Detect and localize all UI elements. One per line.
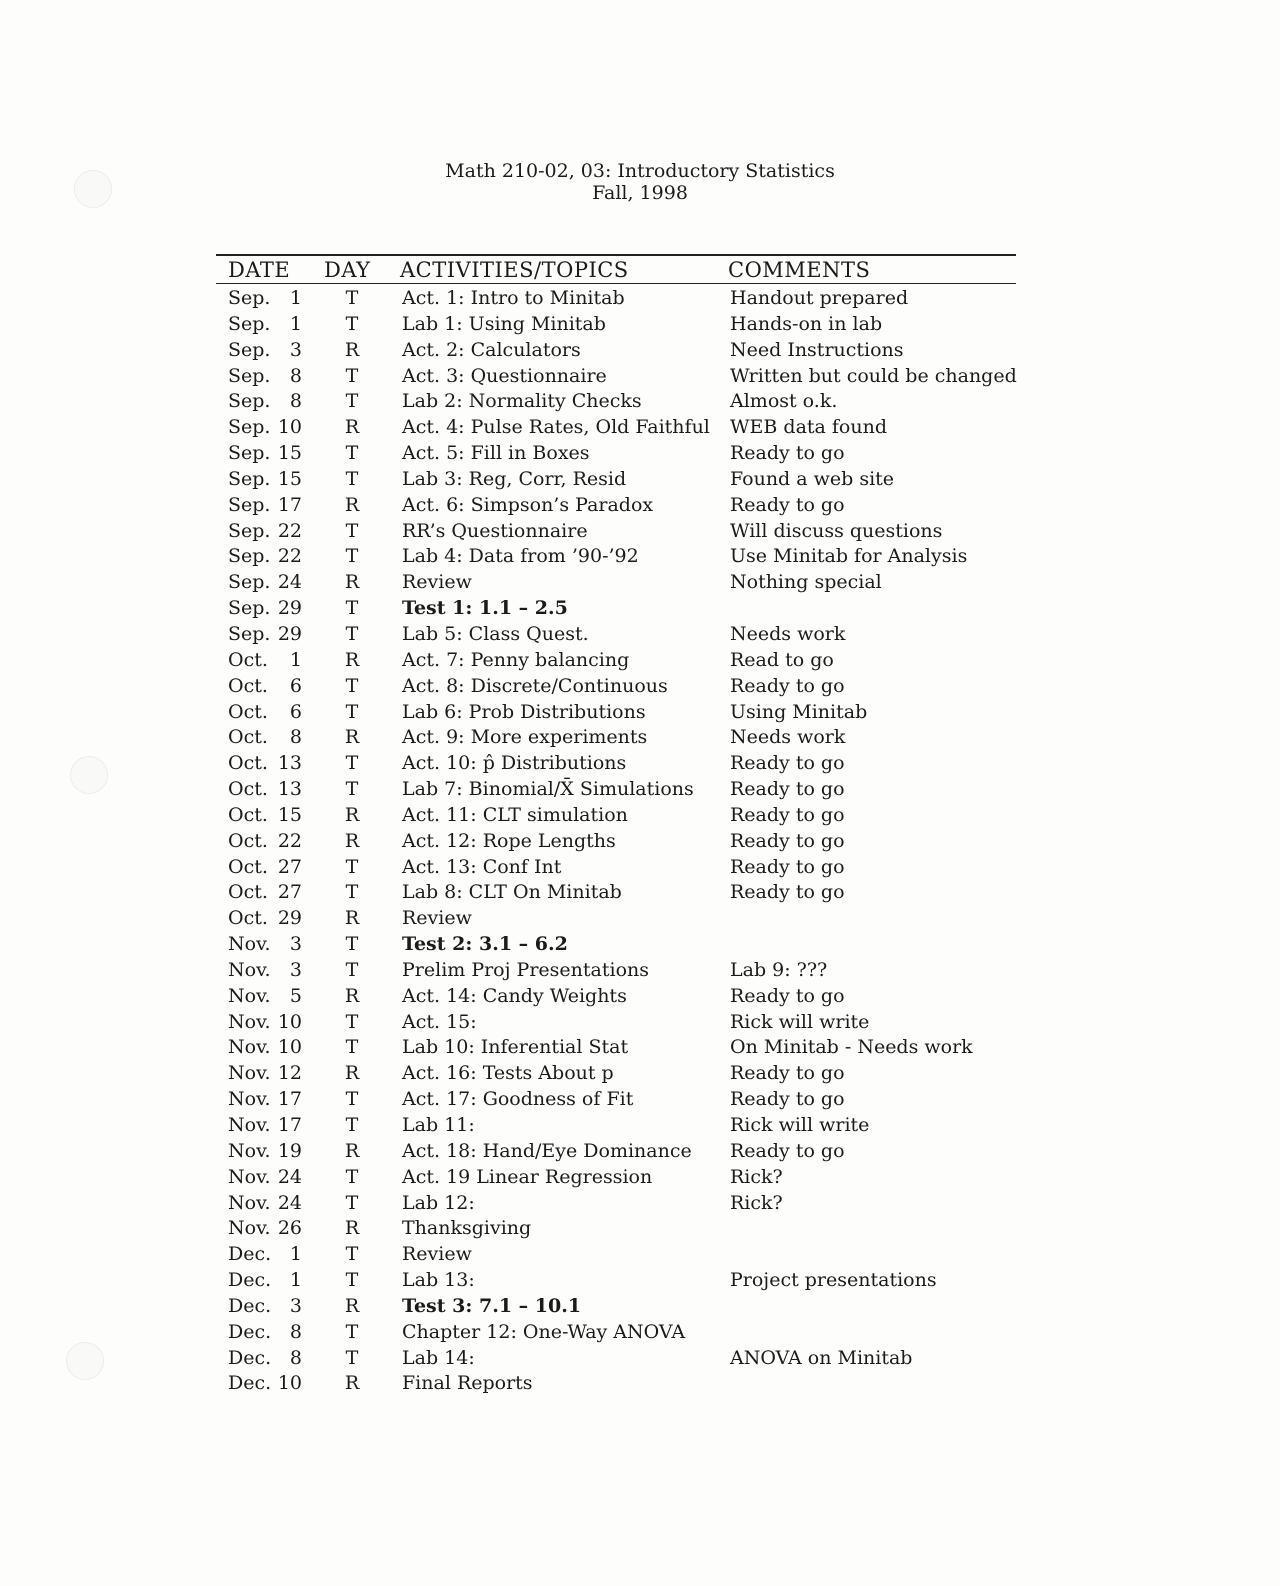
date-month-cell: Sep. bbox=[228, 312, 271, 335]
comment-cell: Will discuss questions bbox=[730, 519, 943, 542]
activity-cell: Act. 5: Fill in Boxes bbox=[402, 442, 590, 465]
date-number-cell: 3 bbox=[289, 1294, 302, 1317]
table-row bbox=[0, 932, 1280, 958]
activity-cell: Act. 12: Rope Lengths bbox=[402, 829, 616, 852]
date-month-cell: Oct. bbox=[228, 778, 268, 801]
date-number-cell: 1 bbox=[289, 1269, 302, 1292]
day-cell: T bbox=[345, 622, 359, 645]
course-term: Fall, 1998 bbox=[592, 182, 688, 204]
date-number-cell: 5 bbox=[289, 984, 302, 1007]
comment-cell: Rick? bbox=[730, 1165, 783, 1188]
day-cell: T bbox=[345, 597, 359, 620]
date-month-cell: Nov. bbox=[228, 1165, 271, 1188]
date-month-cell: Nov. bbox=[228, 1036, 271, 1059]
day-cell: T bbox=[345, 287, 359, 309]
table-row bbox=[0, 855, 1280, 881]
date-month-cell: Nov. bbox=[228, 1139, 271, 1162]
date-number-cell: 26 bbox=[277, 1217, 302, 1240]
activity-cell: Lab 12: bbox=[402, 1191, 475, 1214]
comment-cell: Rick will write bbox=[730, 1114, 870, 1136]
date-number-cell: 1 bbox=[289, 1243, 302, 1266]
date-month-cell: Oct. bbox=[228, 726, 268, 749]
day-cell: R bbox=[344, 984, 360, 1007]
date-number-cell: 15 bbox=[277, 442, 302, 465]
table-row bbox=[0, 1346, 1280, 1372]
activity-cell: Act. 16: Tests About p bbox=[402, 1062, 614, 1085]
day-cell: T bbox=[345, 674, 359, 697]
date-number-cell: 1 bbox=[289, 312, 302, 335]
date-number-cell: 22 bbox=[277, 519, 302, 542]
activity-cell: Test 3: 7.1 – 10.1 bbox=[402, 1294, 582, 1317]
table-row bbox=[0, 493, 1280, 519]
date-month-cell: Oct. bbox=[228, 803, 268, 826]
activity-cell: Lab 10: Inferential Stat bbox=[402, 1036, 629, 1059]
date-number-cell: 17 bbox=[277, 1114, 302, 1136]
date-number-cell: 8 bbox=[289, 364, 302, 387]
comment-cell: Nothing special bbox=[730, 571, 882, 594]
comment-cell: Rick? bbox=[730, 1191, 783, 1214]
table-row bbox=[0, 1087, 1280, 1113]
comment-cell: Handout prepared bbox=[730, 287, 909, 309]
day-cell: T bbox=[345, 545, 359, 568]
day-cell: T bbox=[345, 1114, 359, 1136]
activity-cell: Lab 14: bbox=[402, 1346, 475, 1369]
date-number-cell: 15 bbox=[277, 467, 302, 490]
date-month-cell: Sep. bbox=[228, 467, 271, 490]
date-month-cell: Dec. bbox=[228, 1320, 272, 1343]
comment-cell: Almost o.k. bbox=[730, 390, 838, 413]
day-cell: R bbox=[344, 726, 360, 749]
day-cell: T bbox=[345, 312, 359, 335]
table-row bbox=[0, 519, 1280, 545]
activity-cell: Lab 6: Prob Distributions bbox=[402, 700, 646, 723]
table-row bbox=[0, 648, 1280, 674]
date-number-cell: 8 bbox=[289, 726, 302, 749]
day-cell: R bbox=[344, 571, 360, 594]
comment-cell: On Minitab - Needs work bbox=[730, 1036, 973, 1059]
table-row bbox=[0, 984, 1280, 1010]
comment-cell: Found a web site bbox=[730, 467, 895, 490]
date-month-cell: Sep. bbox=[228, 390, 271, 413]
date-number-cell: 10 bbox=[277, 416, 302, 439]
table-row bbox=[0, 622, 1280, 648]
activity-cell: Act. 4: Pulse Rates, Old Faithful bbox=[402, 416, 710, 439]
date-month-cell: Oct. bbox=[228, 855, 268, 878]
date-month-cell: Sep. bbox=[228, 442, 271, 465]
activity-cell: Lab 8: CLT On Minitab bbox=[402, 881, 622, 904]
date-month-cell: Dec. bbox=[228, 1346, 272, 1369]
date-number-cell: 8 bbox=[289, 1346, 302, 1369]
date-month-cell: Oct. bbox=[228, 907, 268, 930]
table-header-rule bbox=[216, 283, 1016, 284]
date-month-cell: Sep. bbox=[228, 364, 271, 387]
table-row bbox=[0, 1165, 1280, 1191]
activity-cell: Lab 13: bbox=[402, 1269, 475, 1292]
table-row bbox=[0, 1242, 1280, 1268]
date-number-cell: 3 bbox=[289, 958, 302, 981]
table-row bbox=[0, 803, 1280, 829]
column-header-date: DATE bbox=[228, 258, 291, 282]
date-month-cell: Nov. bbox=[228, 1114, 271, 1136]
date-number-cell: 6 bbox=[289, 700, 302, 723]
table-row bbox=[0, 1139, 1280, 1165]
comment-cell: WEB data found bbox=[730, 416, 888, 439]
table-row bbox=[0, 1371, 1280, 1397]
table-row bbox=[0, 441, 1280, 467]
day-cell: T bbox=[345, 881, 359, 904]
date-month-cell: Oct. bbox=[228, 829, 268, 852]
date-number-cell: 19 bbox=[277, 1139, 302, 1162]
table-row bbox=[0, 1035, 1280, 1061]
date-number-cell: 13 bbox=[277, 778, 302, 801]
comment-cell: Ready to go bbox=[730, 778, 845, 801]
table-row bbox=[0, 1268, 1280, 1294]
table-row bbox=[0, 906, 1280, 932]
day-cell: T bbox=[345, 1191, 359, 1214]
day-cell: R bbox=[344, 803, 360, 826]
table-row bbox=[0, 1216, 1280, 1242]
comment-cell: Ready to go bbox=[730, 881, 845, 904]
activity-cell: Act. 19 Linear Regression bbox=[402, 1165, 653, 1188]
date-month-cell: Dec. bbox=[228, 1243, 272, 1266]
table-row bbox=[0, 1294, 1280, 1320]
comment-cell: Ready to go bbox=[730, 984, 845, 1007]
date-number-cell: 10 bbox=[277, 1036, 302, 1059]
activity-cell: Act. 7: Penny balancing bbox=[402, 648, 630, 671]
date-month-cell: Oct. bbox=[228, 881, 268, 904]
comment-cell: Ready to go bbox=[730, 1062, 845, 1085]
comment-cell: Hands-on in lab bbox=[730, 312, 883, 335]
activity-cell: Lab 7: Binomial/X̄ Simulations bbox=[402, 778, 694, 801]
activity-cell: Lab 5: Class Quest. bbox=[402, 622, 589, 645]
comment-cell: Need Instructions bbox=[730, 338, 904, 361]
table-row bbox=[0, 312, 1280, 338]
activity-cell: Review bbox=[402, 907, 472, 930]
date-month-cell: Sep. bbox=[228, 622, 271, 645]
table-row bbox=[0, 958, 1280, 984]
date-month-cell: Oct. bbox=[228, 648, 268, 671]
course-title: Math 210-02, 03: Introductory Statistics bbox=[445, 160, 835, 182]
day-cell: T bbox=[345, 1243, 359, 1266]
date-month-cell: Dec. bbox=[228, 1269, 272, 1292]
day-cell: R bbox=[344, 1217, 360, 1240]
activity-cell: RR’s Questionnaire bbox=[402, 519, 588, 542]
activity-cell: Act. 1: Intro to Minitab bbox=[402, 287, 625, 309]
date-number-cell: 29 bbox=[277, 907, 302, 930]
day-cell: T bbox=[345, 1165, 359, 1188]
date-month-cell: Sep. bbox=[228, 416, 271, 439]
date-number-cell: 10 bbox=[277, 1372, 302, 1395]
activity-cell: Review bbox=[402, 571, 472, 594]
day-cell: T bbox=[345, 855, 359, 878]
comment-cell: Ready to go bbox=[730, 674, 845, 697]
activity-cell: Act. 14: Candy Weights bbox=[402, 984, 627, 1007]
activity-cell: Lab 2: Normality Checks bbox=[402, 390, 642, 413]
date-number-cell: 29 bbox=[277, 597, 302, 620]
column-header-day: DAY bbox=[324, 258, 371, 282]
day-cell: T bbox=[345, 1036, 359, 1059]
date-month-cell: Nov. bbox=[228, 984, 271, 1007]
column-header-comments: COMMENTS bbox=[728, 258, 871, 282]
day-cell: R bbox=[344, 829, 360, 852]
day-cell: R bbox=[344, 1062, 360, 1085]
date-month-cell: Sep. bbox=[228, 571, 271, 594]
date-month-cell: Sep. bbox=[228, 597, 271, 620]
table-row bbox=[0, 415, 1280, 441]
activity-cell: Review bbox=[402, 1243, 472, 1266]
date-number-cell: 22 bbox=[277, 829, 302, 852]
table-row bbox=[0, 725, 1280, 751]
day-cell: T bbox=[345, 1346, 359, 1369]
date-number-cell: 24 bbox=[277, 1165, 302, 1188]
date-number-cell: 8 bbox=[289, 390, 302, 413]
day-cell: T bbox=[345, 778, 359, 801]
date-number-cell: 12 bbox=[277, 1062, 302, 1085]
activity-cell: Act. 17: Goodness of Fit bbox=[402, 1088, 634, 1111]
date-month-cell: Sep. bbox=[228, 519, 271, 542]
table-header bbox=[0, 258, 1280, 284]
date-number-cell: 24 bbox=[277, 1191, 302, 1214]
table-row bbox=[0, 364, 1280, 390]
comment-cell: ANOVA on Minitab bbox=[730, 1346, 913, 1369]
comment-cell: Ready to go bbox=[730, 803, 845, 826]
day-cell: R bbox=[344, 416, 360, 439]
day-cell: R bbox=[344, 907, 360, 930]
table-row bbox=[0, 544, 1280, 570]
comment-cell: Ready to go bbox=[730, 855, 845, 878]
activity-cell: Lab 4: Data from ’90-’92 bbox=[402, 545, 639, 568]
comment-cell: Ready to go bbox=[730, 1139, 845, 1162]
comment-cell: Use Minitab for Analysis bbox=[730, 545, 968, 568]
table-row bbox=[0, 1010, 1280, 1036]
activity-cell: Act. 2: Calculators bbox=[402, 338, 581, 361]
comment-cell: Ready to go bbox=[730, 1088, 845, 1111]
date-number-cell: 27 bbox=[277, 855, 302, 878]
date-month-cell: Oct. bbox=[228, 700, 268, 723]
table-row bbox=[0, 286, 1280, 312]
table-row bbox=[0, 596, 1280, 622]
activity-cell: Act. 10: p̂ Distributions bbox=[402, 752, 627, 775]
date-month-cell: Dec. bbox=[228, 1294, 272, 1317]
table-row bbox=[0, 389, 1280, 415]
table-row bbox=[0, 880, 1280, 906]
date-number-cell: 6 bbox=[289, 674, 302, 697]
activity-cell: Act. 9: More experiments bbox=[402, 726, 648, 749]
date-number-cell: 1 bbox=[289, 287, 302, 309]
date-number-cell: 3 bbox=[289, 338, 302, 361]
activity-cell: Act. 11: CLT simulation bbox=[402, 803, 628, 826]
activity-cell: Act. 15: bbox=[402, 1010, 477, 1033]
date-number-cell: 24 bbox=[277, 571, 302, 594]
comment-cell: Ready to go bbox=[730, 442, 845, 465]
column-header-activities: ACTIVITIES/TOPICS bbox=[400, 258, 629, 282]
comment-cell: Lab 9: ??? bbox=[730, 958, 828, 981]
date-month-cell: Nov. bbox=[228, 1191, 271, 1214]
table-row bbox=[0, 1320, 1280, 1346]
date-number-cell: 17 bbox=[277, 493, 302, 516]
activity-cell: Test 1: 1.1 – 2.5 bbox=[402, 597, 568, 620]
day-cell: T bbox=[345, 519, 359, 542]
date-month-cell: Dec. bbox=[228, 1372, 272, 1395]
date-month-cell: Oct. bbox=[228, 674, 268, 697]
activity-cell: Lab 11: bbox=[402, 1114, 475, 1136]
comment-cell: Ready to go bbox=[730, 829, 845, 852]
activity-cell: Act. 3: Questionnaire bbox=[402, 364, 607, 387]
activity-cell: Thanksgiving bbox=[402, 1217, 532, 1240]
date-month-cell: Nov. bbox=[228, 1088, 271, 1111]
table-row bbox=[0, 700, 1280, 726]
comment-cell: Rick will write bbox=[730, 1010, 870, 1033]
table-row bbox=[0, 777, 1280, 803]
activity-cell: Prelim Proj Presentations bbox=[402, 958, 649, 981]
date-number-cell: 3 bbox=[289, 933, 302, 956]
activity-cell: Lab 1: Using Minitab bbox=[402, 312, 606, 335]
day-cell: R bbox=[344, 338, 360, 361]
table-row bbox=[0, 467, 1280, 493]
activity-cell: Test 2: 3.1 – 6.2 bbox=[402, 933, 568, 956]
table-row bbox=[0, 751, 1280, 777]
comment-cell: Needs work bbox=[730, 726, 846, 749]
day-cell: T bbox=[345, 958, 359, 981]
comment-cell: Ready to go bbox=[730, 752, 845, 775]
table-top-rule bbox=[216, 254, 1016, 256]
activity-cell: Act. 13: Conf Int bbox=[402, 855, 562, 878]
activity-cell: Act. 18: Hand/Eye Dominance bbox=[402, 1139, 692, 1162]
date-month-cell: Sep. bbox=[228, 545, 271, 568]
comment-cell: Written but could be changed bbox=[730, 364, 1017, 387]
day-cell: R bbox=[344, 493, 360, 516]
table-row bbox=[0, 570, 1280, 596]
day-cell: T bbox=[345, 1088, 359, 1111]
date-month-cell: Sep. bbox=[228, 287, 271, 309]
date-number-cell: 17 bbox=[277, 1088, 302, 1111]
day-cell: R bbox=[344, 648, 360, 671]
date-number-cell: 15 bbox=[277, 803, 302, 826]
day-cell: T bbox=[345, 1010, 359, 1033]
date-number-cell: 13 bbox=[277, 752, 302, 775]
date-number-cell: 22 bbox=[277, 545, 302, 568]
activity-cell: Act. 8: Discrete/Continuous bbox=[402, 674, 668, 697]
date-month-cell: Nov. bbox=[228, 1217, 271, 1240]
day-cell: T bbox=[345, 364, 359, 387]
schedule-table bbox=[0, 286, 1280, 1397]
day-cell: T bbox=[345, 442, 359, 465]
table-row bbox=[0, 1191, 1280, 1217]
table-row bbox=[0, 1061, 1280, 1087]
table-row bbox=[0, 829, 1280, 855]
day-cell: R bbox=[344, 1139, 360, 1162]
activity-cell: Chapter 12: One-Way ANOVA bbox=[402, 1320, 686, 1343]
date-number-cell: 27 bbox=[277, 881, 302, 904]
day-cell: T bbox=[345, 1320, 359, 1343]
date-month-cell: Oct. bbox=[228, 752, 268, 775]
table-row bbox=[0, 1113, 1280, 1139]
date-month-cell: Sep. bbox=[228, 493, 271, 516]
comment-cell: Ready to go bbox=[730, 493, 845, 516]
comment-cell: Project presentations bbox=[730, 1269, 937, 1292]
activity-cell: Final Reports bbox=[402, 1372, 533, 1395]
day-cell: T bbox=[345, 933, 359, 956]
day-cell: R bbox=[344, 1372, 360, 1395]
date-month-cell: Sep. bbox=[228, 338, 271, 361]
date-month-cell: Nov. bbox=[228, 1062, 271, 1085]
date-number-cell: 8 bbox=[289, 1320, 302, 1343]
activity-cell: Lab 3: Reg, Corr, Resid bbox=[402, 467, 627, 490]
day-cell: T bbox=[345, 1269, 359, 1292]
date-month-cell: Nov. bbox=[228, 1010, 271, 1033]
activity-cell: Act. 6: Simpson’s Paradox bbox=[402, 493, 654, 516]
date-month-cell: Nov. bbox=[228, 958, 271, 981]
table-row bbox=[0, 338, 1280, 364]
day-cell: T bbox=[345, 390, 359, 413]
date-number-cell: 10 bbox=[277, 1010, 302, 1033]
comment-cell: Needs work bbox=[730, 622, 846, 645]
comment-cell: Read to go bbox=[730, 648, 834, 671]
day-cell: T bbox=[345, 700, 359, 723]
day-cell: R bbox=[344, 1294, 360, 1317]
date-number-cell: 29 bbox=[277, 622, 302, 645]
date-month-cell: Nov. bbox=[228, 933, 271, 956]
date-number-cell: 1 bbox=[289, 648, 302, 671]
day-cell: T bbox=[345, 467, 359, 490]
table-row bbox=[0, 674, 1280, 700]
comment-cell: Using Minitab bbox=[730, 700, 868, 723]
document-header bbox=[0, 160, 1280, 204]
day-cell: T bbox=[345, 752, 359, 775]
